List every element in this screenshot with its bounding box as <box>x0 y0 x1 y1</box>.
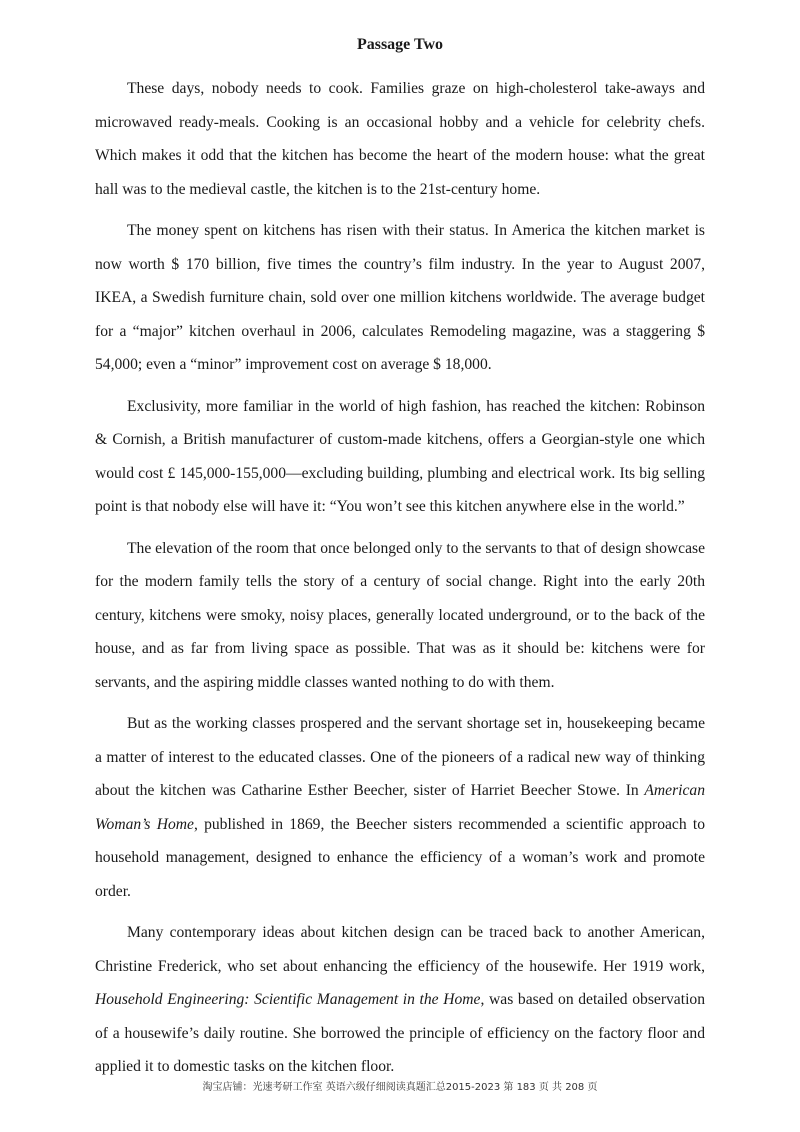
paragraph-text: , published in 1869, the Beecher sisters recommended a scientific approach to household management, designed to enhance the efficiency of a woman’s work and promote order. <box>95 815 705 900</box>
paragraph-text: The elevation of the room that once belonged only to the servants to that of design showcase for the modern family tells the story of a century of social change. Right into the early 20th century, kitchens were smoky, noisy places, generally located underground, or to the back of the house, and as far from living space as possible. That was as it should be: kitchens were for servants, and the aspiring middle classes wanted nothing to do with them. <box>95 539 705 691</box>
paragraph-4 <box>95 532 705 700</box>
paragraph-3 <box>95 390 705 524</box>
document-page <box>95 30 705 1092</box>
paragraph-text: These days, nobody needs to cook. Families graze on high-cholesterol take-aways and microwaved ready-meals. Cooking is an occasional hobby and a vehicle for celebrity chefs. Which makes it odd that the kitchen has become the heart of the modern house: what the great hall was to the medieval castle, the kitchen is to the 21st-century home. <box>95 80 705 198</box>
paragraph-text: The money spent on kitchens has risen with their status. In America the kitchen market is now worth $ 170 billion, five times the country’s film industry. In the year to August 2007, IKEA, a Swedish furniture chain, sold over one million kitchens worldwide. The average budget for a “major” kitchen overhaul in 2006, calculates Remodeling magazine, was a staggering $ 54,000; even a “minor” improvement cost on average $ 18,000. <box>95 222 705 373</box>
paragraph-2 <box>95 214 705 382</box>
paragraph-text: , was based on detailed observation of a housewife’s daily routine. She borrowed the principle of efficiency on the factory floor and applied it to domestic tasks on the kitchen floor. <box>95 991 705 1075</box>
paragraph-text: But as the working classes prospered and the servant shortage set in, housekeeping became a matter of interest to the educated classes. One of the pioneers of a radical new way of thinking about the kitchen was Catharine Esther Beecher, sister of Harriet Beecher Stowe. In <box>95 715 705 799</box>
paragraph-6 <box>95 916 705 1084</box>
paragraph-5 <box>95 707 705 908</box>
paragraph-text: Exclusivity, more familiar in the world of high fashion, has reached the kitchen: Robinson & Cornish, a British manufacturer of custom-made kitchens, offers a Georgian-style one which would cost £ 145,000-155,000—excluding building, plumbing and electrical work. Its big selling point is that nobody else will have it: “You won’t see this kitchen anywhere else in the world.” <box>95 397 705 515</box>
book-title: American Woman’s Home <box>95 782 705 833</box>
paragraph-1 <box>95 72 705 206</box>
passage-title: Passage Two <box>356 36 444 53</box>
paragraph-text: Many contemporary ideas about kitchen design can be traced back to another American, Christine Frederick, who set about enhancing the efficiency of the housewife. Her 1919 work, <box>95 924 705 975</box>
page-footer: 淘宝店铺：光速考研工作室 英语六级仔细阅读真题汇总2015-2023 第 183 页 共 208 页 <box>202 1082 598 1093</box>
book-title: Household Engineering: Scientific Management in the Home <box>95 991 481 1008</box>
